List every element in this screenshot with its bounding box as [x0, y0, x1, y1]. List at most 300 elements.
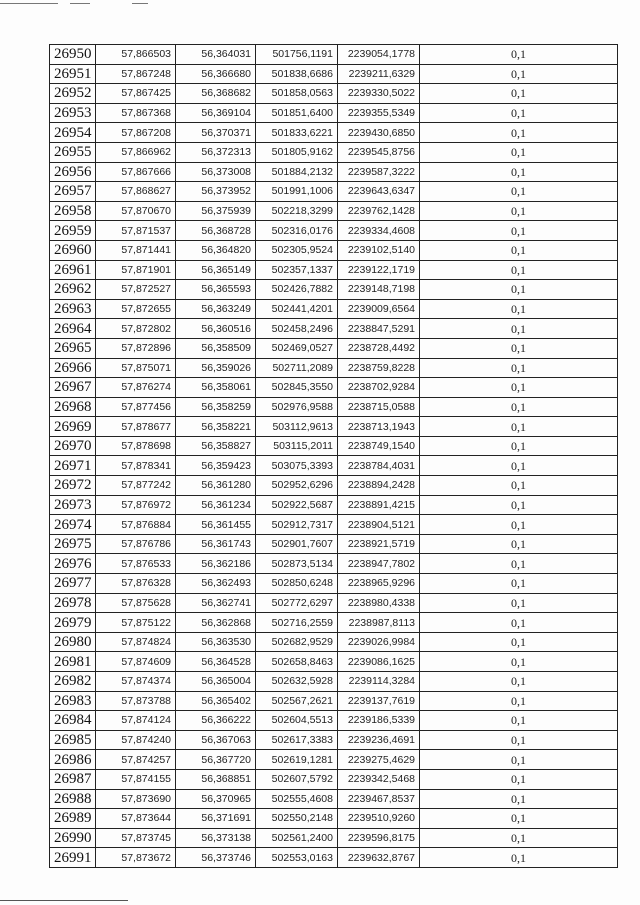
tolerance-cell: 0,1 — [420, 162, 618, 182]
latitude-cell: 57,876786 — [96, 534, 176, 554]
y-coordinate-cell: 2239026,9984 — [338, 632, 420, 652]
x-coordinate-cell: 502604,5513 — [256, 711, 338, 731]
tolerance-cell: 0,1 — [420, 397, 618, 417]
table-row — [50, 182, 618, 202]
tolerance-cell: 0,1 — [420, 358, 618, 378]
point-number-cell: 26955 — [50, 142, 96, 162]
table-row — [50, 554, 618, 574]
longitude-cell: 56,368682 — [176, 84, 256, 104]
table-row — [50, 84, 618, 104]
latitude-cell: 57,878341 — [96, 456, 176, 476]
x-coordinate-cell: 501805,9162 — [256, 142, 338, 162]
longitude-cell: 56,372313 — [176, 142, 256, 162]
y-coordinate-cell: 2239009,6564 — [338, 299, 420, 319]
scan-mark-top-left — [0, 3, 58, 4]
tolerance-cell: 0,1 — [420, 652, 618, 672]
x-coordinate-cell: 502772,6297 — [256, 593, 338, 613]
table-row — [50, 378, 618, 398]
tolerance-cell: 0,1 — [420, 64, 618, 84]
table-row — [50, 45, 618, 65]
point-number-cell: 26969 — [50, 417, 96, 437]
y-coordinate-cell: 2239632,8767 — [338, 848, 420, 868]
tolerance-cell: 0,1 — [420, 848, 618, 868]
latitude-cell: 57,874124 — [96, 711, 176, 731]
table-row — [50, 711, 618, 731]
table-row — [50, 789, 618, 809]
point-number-cell: 26978 — [50, 593, 96, 613]
latitude-cell: 57,874609 — [96, 652, 176, 672]
table-row — [50, 260, 618, 280]
y-coordinate-cell: 2238784,4031 — [338, 456, 420, 476]
table-row — [50, 319, 618, 339]
table-row — [50, 495, 618, 515]
point-number-cell: 26962 — [50, 280, 96, 300]
latitude-cell: 57,867368 — [96, 103, 176, 123]
x-coordinate-cell: 502567,2621 — [256, 691, 338, 711]
tolerance-cell: 0,1 — [420, 240, 618, 260]
longitude-cell: 56,362741 — [176, 593, 256, 613]
latitude-cell: 57,875122 — [96, 613, 176, 633]
x-coordinate-cell: 502976,9588 — [256, 397, 338, 417]
latitude-cell: 57,874824 — [96, 632, 176, 652]
y-coordinate-cell: 2239430,6850 — [338, 123, 420, 143]
longitude-cell: 56,373008 — [176, 162, 256, 182]
point-number-cell: 26972 — [50, 476, 96, 496]
x-coordinate-cell: 502561,2400 — [256, 828, 338, 848]
table-row — [50, 103, 618, 123]
point-number-cell: 26961 — [50, 260, 96, 280]
tolerance-cell: 0,1 — [420, 711, 618, 731]
longitude-cell: 56,365004 — [176, 672, 256, 692]
longitude-cell: 56,365593 — [176, 280, 256, 300]
latitude-cell: 57,872896 — [96, 338, 176, 358]
x-coordinate-cell: 502658,8463 — [256, 652, 338, 672]
table-row — [50, 358, 618, 378]
longitude-cell: 56,368851 — [176, 769, 256, 789]
footer-rule — [0, 900, 128, 901]
longitude-cell: 56,362868 — [176, 613, 256, 633]
y-coordinate-cell: 2239510,9260 — [338, 809, 420, 829]
y-coordinate-cell: 2239275,4629 — [338, 750, 420, 770]
table-row — [50, 828, 618, 848]
x-coordinate-cell: 503115,2011 — [256, 436, 338, 456]
latitude-cell: 57,876533 — [96, 554, 176, 574]
latitude-cell: 57,872527 — [96, 280, 176, 300]
point-number-cell: 26980 — [50, 632, 96, 652]
longitude-cell: 56,358259 — [176, 397, 256, 417]
point-number-cell: 26954 — [50, 123, 96, 143]
x-coordinate-cell: 502873,5134 — [256, 554, 338, 574]
x-coordinate-cell: 501858,0563 — [256, 84, 338, 104]
x-coordinate-cell: 501833,6221 — [256, 123, 338, 143]
longitude-cell: 56,361743 — [176, 534, 256, 554]
latitude-cell: 57,876972 — [96, 495, 176, 515]
latitude-cell: 57,867208 — [96, 123, 176, 143]
latitude-cell: 57,866503 — [96, 45, 176, 65]
longitude-cell: 56,373746 — [176, 848, 256, 868]
latitude-cell: 57,867666 — [96, 162, 176, 182]
x-coordinate-cell: 502922,5687 — [256, 495, 338, 515]
latitude-cell: 57,875071 — [96, 358, 176, 378]
y-coordinate-cell: 2238715,0588 — [338, 397, 420, 417]
point-number-cell: 26964 — [50, 319, 96, 339]
x-coordinate-cell: 502850,6248 — [256, 574, 338, 594]
y-coordinate-cell: 2238891,4215 — [338, 495, 420, 515]
table-row — [50, 456, 618, 476]
x-coordinate-cell: 502316,0176 — [256, 221, 338, 241]
longitude-cell: 56,358827 — [176, 436, 256, 456]
tolerance-cell: 0,1 — [420, 476, 618, 496]
table-row — [50, 162, 618, 182]
y-coordinate-cell: 2239545,8756 — [338, 142, 420, 162]
point-number-cell: 26968 — [50, 397, 96, 417]
tolerance-cell: 0,1 — [420, 495, 618, 515]
x-coordinate-cell: 502716,2559 — [256, 613, 338, 633]
point-number-cell: 26956 — [50, 162, 96, 182]
coordinates-table-body — [50, 45, 618, 868]
latitude-cell: 57,867248 — [96, 64, 176, 84]
longitude-cell: 56,371691 — [176, 809, 256, 829]
y-coordinate-cell: 2238987,8113 — [338, 613, 420, 633]
y-coordinate-cell: 2238921,5719 — [338, 534, 420, 554]
table-row — [50, 123, 618, 143]
tolerance-cell: 0,1 — [420, 201, 618, 221]
table-row — [50, 221, 618, 241]
longitude-cell: 56,364031 — [176, 45, 256, 65]
y-coordinate-cell: 2238894,2428 — [338, 476, 420, 496]
tolerance-cell: 0,1 — [420, 378, 618, 398]
latitude-cell: 57,873672 — [96, 848, 176, 868]
point-number-cell: 26973 — [50, 495, 96, 515]
table-row — [50, 691, 618, 711]
y-coordinate-cell: 2238713,1943 — [338, 417, 420, 437]
table-row — [50, 338, 618, 358]
y-coordinate-cell: 2239596,8175 — [338, 828, 420, 848]
point-number-cell: 26958 — [50, 201, 96, 221]
table-row — [50, 672, 618, 692]
latitude-cell: 57,872655 — [96, 299, 176, 319]
longitude-cell: 56,363530 — [176, 632, 256, 652]
latitude-cell: 57,870670 — [96, 201, 176, 221]
longitude-cell: 56,373952 — [176, 182, 256, 202]
point-number-cell: 26950 — [50, 45, 96, 65]
y-coordinate-cell: 2239086,1625 — [338, 652, 420, 672]
tolerance-cell: 0,1 — [420, 182, 618, 202]
point-number-cell: 26953 — [50, 103, 96, 123]
x-coordinate-cell: 502952,6296 — [256, 476, 338, 496]
y-coordinate-cell: 2239137,7619 — [338, 691, 420, 711]
y-coordinate-cell: 2238947,7802 — [338, 554, 420, 574]
x-coordinate-cell: 501991,1006 — [256, 182, 338, 202]
tolerance-cell: 0,1 — [420, 750, 618, 770]
latitude-cell: 57,877242 — [96, 476, 176, 496]
y-coordinate-cell: 2238980,4338 — [338, 593, 420, 613]
latitude-cell: 57,871441 — [96, 240, 176, 260]
table-row — [50, 142, 618, 162]
table-row — [50, 613, 618, 633]
y-coordinate-cell: 2238728,4492 — [338, 338, 420, 358]
tolerance-cell: 0,1 — [420, 554, 618, 574]
y-coordinate-cell: 2239054,1778 — [338, 45, 420, 65]
point-number-cell: 26986 — [50, 750, 96, 770]
coordinates-table — [49, 44, 618, 868]
longitude-cell: 56,366222 — [176, 711, 256, 731]
tolerance-cell: 0,1 — [420, 828, 618, 848]
latitude-cell: 57,874240 — [96, 730, 176, 750]
y-coordinate-cell: 2239762,1428 — [338, 201, 420, 221]
tolerance-cell: 0,1 — [420, 123, 618, 143]
point-number-cell: 26952 — [50, 84, 96, 104]
tolerance-cell: 0,1 — [420, 436, 618, 456]
x-coordinate-cell: 502553,0163 — [256, 848, 338, 868]
latitude-cell: 57,877456 — [96, 397, 176, 417]
x-coordinate-cell: 502218,3299 — [256, 201, 338, 221]
y-coordinate-cell: 2239342,5468 — [338, 769, 420, 789]
point-number-cell: 26990 — [50, 828, 96, 848]
longitude-cell: 56,363249 — [176, 299, 256, 319]
longitude-cell: 56,365402 — [176, 691, 256, 711]
latitude-cell: 57,878698 — [96, 436, 176, 456]
latitude-cell: 57,873644 — [96, 809, 176, 829]
x-coordinate-cell: 502617,3383 — [256, 730, 338, 750]
latitude-cell: 57,873788 — [96, 691, 176, 711]
point-number-cell: 26971 — [50, 456, 96, 476]
longitude-cell: 56,369104 — [176, 103, 256, 123]
point-number-cell: 26966 — [50, 358, 96, 378]
table-row — [50, 240, 618, 260]
table-row — [50, 769, 618, 789]
tolerance-cell: 0,1 — [420, 730, 618, 750]
table-row — [50, 809, 618, 829]
point-number-cell: 26959 — [50, 221, 96, 241]
longitude-cell: 56,361455 — [176, 515, 256, 535]
point-number-cell: 26974 — [50, 515, 96, 535]
y-coordinate-cell: 2238965,9296 — [338, 574, 420, 594]
latitude-cell: 57,875628 — [96, 593, 176, 613]
x-coordinate-cell: 502845,3550 — [256, 378, 338, 398]
latitude-cell: 57,866962 — [96, 142, 176, 162]
longitude-cell: 56,361234 — [176, 495, 256, 515]
tolerance-cell: 0,1 — [420, 691, 618, 711]
tolerance-cell: 0,1 — [420, 221, 618, 241]
tolerance-cell: 0,1 — [420, 789, 618, 809]
table-row — [50, 280, 618, 300]
x-coordinate-cell: 502357,1337 — [256, 260, 338, 280]
longitude-cell: 56,373138 — [176, 828, 256, 848]
table-row — [50, 534, 618, 554]
x-coordinate-cell: 502632,5928 — [256, 672, 338, 692]
table-row — [50, 397, 618, 417]
point-number-cell: 26988 — [50, 789, 96, 809]
point-number-cell: 26981 — [50, 652, 96, 672]
latitude-cell: 57,874374 — [96, 672, 176, 692]
longitude-cell: 56,361280 — [176, 476, 256, 496]
x-coordinate-cell: 503112,9613 — [256, 417, 338, 437]
latitude-cell: 57,871537 — [96, 221, 176, 241]
x-coordinate-cell: 502607,5792 — [256, 769, 338, 789]
point-number-cell: 26989 — [50, 809, 96, 829]
table-row — [50, 574, 618, 594]
tolerance-cell: 0,1 — [420, 260, 618, 280]
x-coordinate-cell: 501851,6400 — [256, 103, 338, 123]
x-coordinate-cell: 503075,3393 — [256, 456, 338, 476]
tolerance-cell: 0,1 — [420, 672, 618, 692]
y-coordinate-cell: 2239122,1719 — [338, 260, 420, 280]
x-coordinate-cell: 502458,2496 — [256, 319, 338, 339]
latitude-cell: 57,871901 — [96, 260, 176, 280]
y-coordinate-cell: 2238702,9284 — [338, 378, 420, 398]
latitude-cell: 57,872802 — [96, 319, 176, 339]
x-coordinate-cell: 502912,7317 — [256, 515, 338, 535]
latitude-cell: 57,873745 — [96, 828, 176, 848]
x-coordinate-cell: 502305,9524 — [256, 240, 338, 260]
longitude-cell: 56,370965 — [176, 789, 256, 809]
longitude-cell: 56,364820 — [176, 240, 256, 260]
point-number-cell: 26967 — [50, 378, 96, 398]
latitude-cell: 57,874155 — [96, 769, 176, 789]
point-number-cell: 26987 — [50, 769, 96, 789]
table-row — [50, 848, 618, 868]
y-coordinate-cell: 2238749,1540 — [338, 436, 420, 456]
longitude-cell: 56,364528 — [176, 652, 256, 672]
x-coordinate-cell: 502555,4608 — [256, 789, 338, 809]
longitude-cell: 56,362493 — [176, 574, 256, 594]
x-coordinate-cell: 502426,7882 — [256, 280, 338, 300]
tolerance-cell: 0,1 — [420, 534, 618, 554]
table-row — [50, 652, 618, 672]
point-number-cell: 26984 — [50, 711, 96, 731]
longitude-cell: 56,359026 — [176, 358, 256, 378]
y-coordinate-cell: 2239186,5339 — [338, 711, 420, 731]
longitude-cell: 56,370371 — [176, 123, 256, 143]
y-coordinate-cell: 2239148,7198 — [338, 280, 420, 300]
latitude-cell: 57,876884 — [96, 515, 176, 535]
point-number-cell: 26963 — [50, 299, 96, 319]
longitude-cell: 56,358509 — [176, 338, 256, 358]
point-number-cell: 26970 — [50, 436, 96, 456]
table-row — [50, 593, 618, 613]
point-number-cell: 26965 — [50, 338, 96, 358]
x-coordinate-cell: 502901,7607 — [256, 534, 338, 554]
tolerance-cell: 0,1 — [420, 142, 618, 162]
longitude-cell: 56,358221 — [176, 417, 256, 437]
tolerance-cell: 0,1 — [420, 280, 618, 300]
tolerance-cell: 0,1 — [420, 84, 618, 104]
longitude-cell: 56,365149 — [176, 260, 256, 280]
table-row — [50, 299, 618, 319]
latitude-cell: 57,867425 — [96, 84, 176, 104]
longitude-cell: 56,367720 — [176, 750, 256, 770]
latitude-cell: 57,878677 — [96, 417, 176, 437]
y-coordinate-cell: 2239102,5140 — [338, 240, 420, 260]
y-coordinate-cell: 2239114,3284 — [338, 672, 420, 692]
point-number-cell: 26957 — [50, 182, 96, 202]
tolerance-cell: 0,1 — [420, 769, 618, 789]
x-coordinate-cell: 502441,4201 — [256, 299, 338, 319]
scan-mark-top-right — [132, 3, 148, 4]
tolerance-cell: 0,1 — [420, 338, 618, 358]
point-number-cell: 26985 — [50, 730, 96, 750]
tolerance-cell: 0,1 — [420, 417, 618, 437]
point-number-cell: 26975 — [50, 534, 96, 554]
tolerance-cell: 0,1 — [420, 45, 618, 65]
x-coordinate-cell: 501884,2132 — [256, 162, 338, 182]
y-coordinate-cell: 2239330,5022 — [338, 84, 420, 104]
tolerance-cell: 0,1 — [420, 574, 618, 594]
table-row — [50, 476, 618, 496]
tolerance-cell: 0,1 — [420, 515, 618, 535]
point-number-cell: 26982 — [50, 672, 96, 692]
scan-mark-top-middle — [70, 3, 90, 4]
tolerance-cell: 0,1 — [420, 632, 618, 652]
point-number-cell: 26977 — [50, 574, 96, 594]
x-coordinate-cell: 502682,9529 — [256, 632, 338, 652]
longitude-cell: 56,358061 — [176, 378, 256, 398]
y-coordinate-cell: 2238759,8228 — [338, 358, 420, 378]
longitude-cell: 56,368728 — [176, 221, 256, 241]
point-number-cell: 26979 — [50, 613, 96, 633]
latitude-cell: 57,876328 — [96, 574, 176, 594]
point-number-cell: 26976 — [50, 554, 96, 574]
x-coordinate-cell: 502550,2148 — [256, 809, 338, 829]
longitude-cell: 56,375939 — [176, 201, 256, 221]
table-row — [50, 750, 618, 770]
longitude-cell: 56,367063 — [176, 730, 256, 750]
tolerance-cell: 0,1 — [420, 103, 618, 123]
longitude-cell: 56,362186 — [176, 554, 256, 574]
y-coordinate-cell: 2239643,6347 — [338, 182, 420, 202]
tolerance-cell: 0,1 — [420, 319, 618, 339]
table-row — [50, 436, 618, 456]
point-number-cell: 26983 — [50, 691, 96, 711]
x-coordinate-cell: 501838,6686 — [256, 64, 338, 84]
longitude-cell: 56,360516 — [176, 319, 256, 339]
table-row — [50, 417, 618, 437]
y-coordinate-cell: 2239334,4608 — [338, 221, 420, 241]
table-row — [50, 201, 618, 221]
x-coordinate-cell: 502469,0527 — [256, 338, 338, 358]
tolerance-cell: 0,1 — [420, 613, 618, 633]
table-row — [50, 515, 618, 535]
x-coordinate-cell: 501756,1191 — [256, 45, 338, 65]
latitude-cell: 57,868627 — [96, 182, 176, 202]
longitude-cell: 56,366680 — [176, 64, 256, 84]
y-coordinate-cell: 2239355,5349 — [338, 103, 420, 123]
x-coordinate-cell: 502619,1281 — [256, 750, 338, 770]
latitude-cell: 57,873690 — [96, 789, 176, 809]
table-row — [50, 730, 618, 750]
latitude-cell: 57,876274 — [96, 378, 176, 398]
point-number-cell: 26960 — [50, 240, 96, 260]
y-coordinate-cell: 2239236,4691 — [338, 730, 420, 750]
y-coordinate-cell: 2238904,5121 — [338, 515, 420, 535]
y-coordinate-cell: 2238847,5291 — [338, 319, 420, 339]
tolerance-cell: 0,1 — [420, 809, 618, 829]
tolerance-cell: 0,1 — [420, 299, 618, 319]
longitude-cell: 56,359423 — [176, 456, 256, 476]
tolerance-cell: 0,1 — [420, 593, 618, 613]
table-row — [50, 64, 618, 84]
point-number-cell: 26991 — [50, 848, 96, 868]
point-number-cell: 26951 — [50, 64, 96, 84]
latitude-cell: 57,874257 — [96, 750, 176, 770]
tolerance-cell: 0,1 — [420, 456, 618, 476]
y-coordinate-cell: 2239211,6329 — [338, 64, 420, 84]
y-coordinate-cell: 2239587,3222 — [338, 162, 420, 182]
table-row — [50, 632, 618, 652]
y-coordinate-cell: 2239467,8537 — [338, 789, 420, 809]
x-coordinate-cell: 502711,2089 — [256, 358, 338, 378]
